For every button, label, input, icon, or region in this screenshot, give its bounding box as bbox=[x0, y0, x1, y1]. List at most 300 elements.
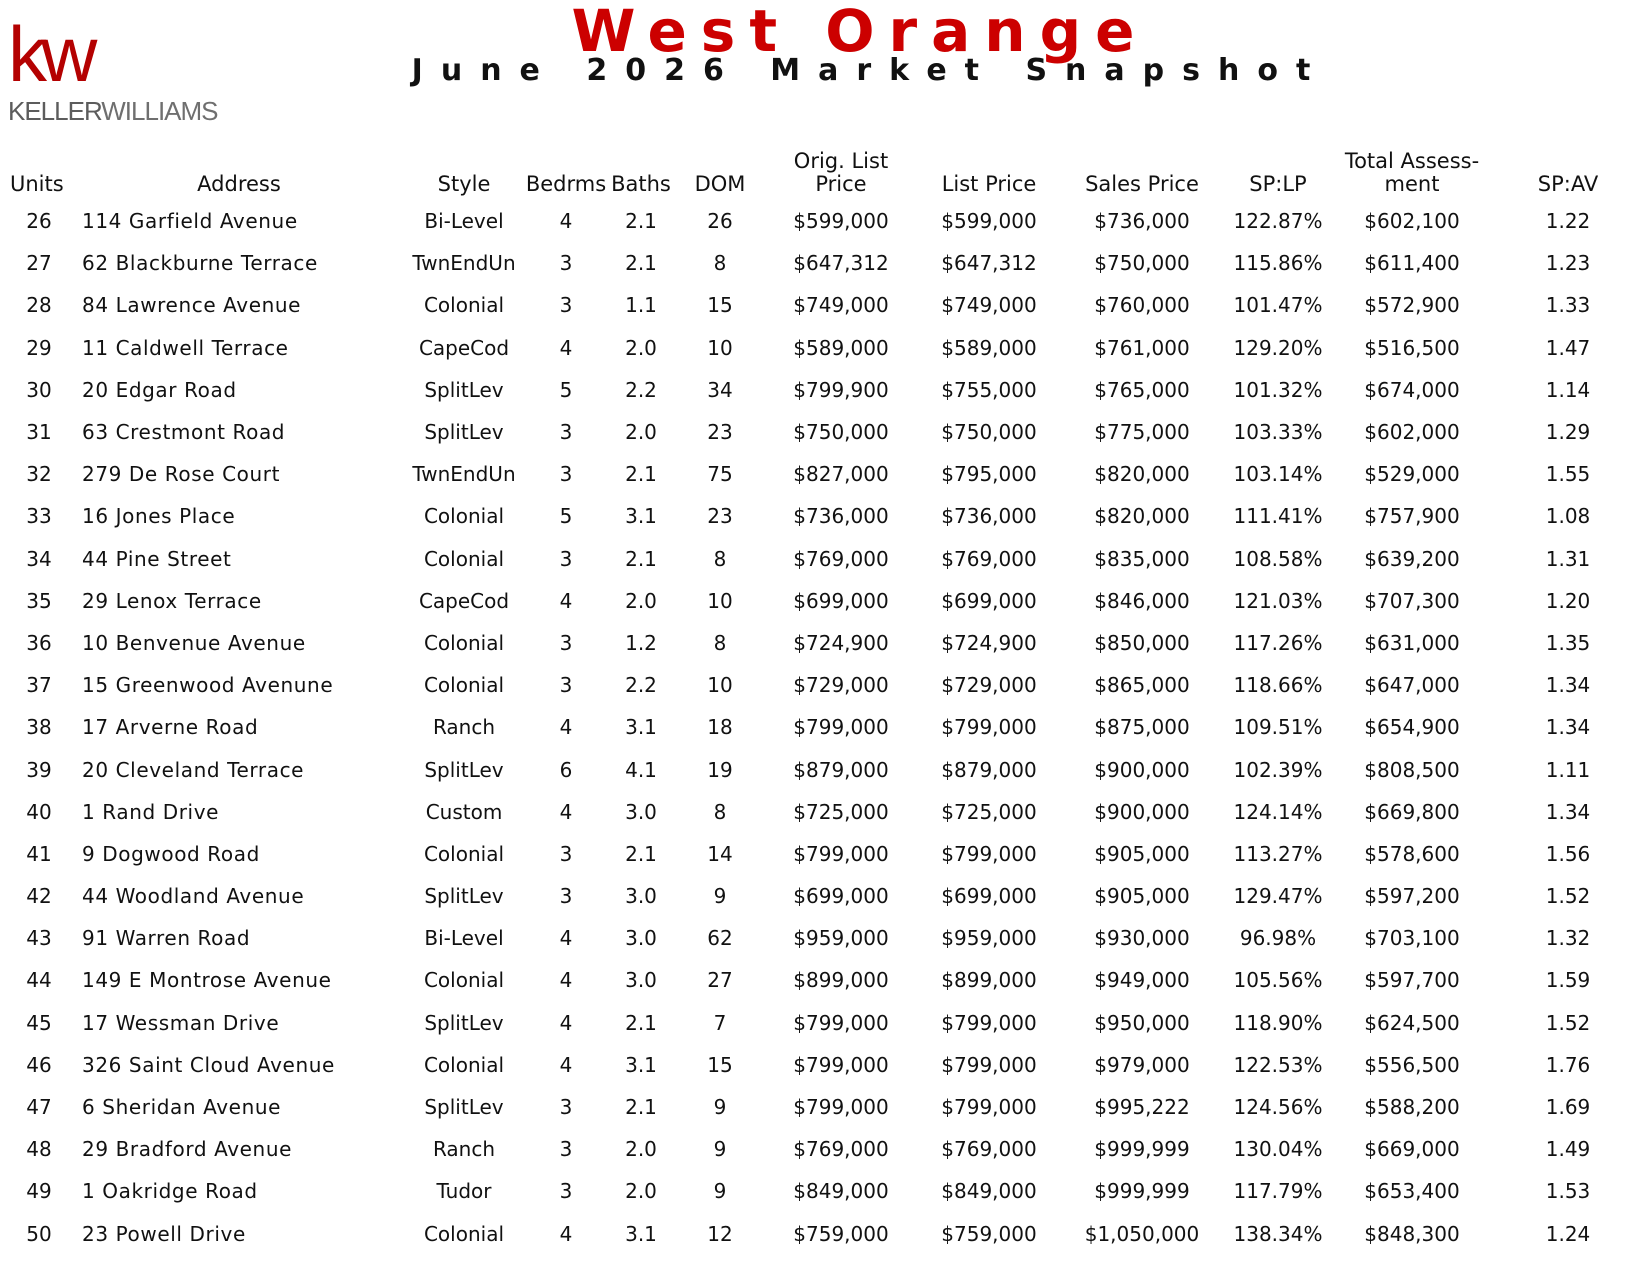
cell-list-price: $769,000 bbox=[941, 1137, 1037, 1162]
orig-list-line-1: Orig. List bbox=[793, 149, 889, 173]
cell-address: 10 Benvenue Avenue bbox=[82, 630, 306, 655]
col-header-orig-list-price bbox=[766, 136, 916, 200]
cell-baths: 2.1 bbox=[625, 1095, 657, 1120]
cell-orig-list-price: $699,000 bbox=[793, 884, 889, 909]
cell-sales-price: $761,000 bbox=[1094, 335, 1190, 360]
col-header-baths: Baths bbox=[611, 172, 671, 196]
table-header-row bbox=[4, 136, 1646, 200]
page-title: West Orange bbox=[571, 0, 1149, 65]
cell-unit: 42 bbox=[26, 884, 52, 909]
cell-sp-lp: 109.51% bbox=[1233, 715, 1323, 740]
cell-address: 20 Cleveland Terrace bbox=[82, 757, 305, 782]
table-row bbox=[4, 1170, 1646, 1212]
cell-dom: 18 bbox=[707, 715, 733, 740]
cell-address: 17 Wessman Drive bbox=[82, 1010, 280, 1035]
cell-sp-lp: 111.41% bbox=[1233, 504, 1323, 529]
cell-unit: 41 bbox=[26, 841, 52, 866]
cell-sp-av: 1.56 bbox=[1545, 841, 1591, 866]
cell-bedrooms: 5 bbox=[559, 504, 573, 529]
cell-list-price: $725,000 bbox=[941, 799, 1037, 824]
cell-dom: 34 bbox=[707, 377, 733, 402]
cell-orig-list-price: $750,000 bbox=[793, 420, 889, 445]
cell-sp-av: 1.52 bbox=[1545, 1010, 1591, 1035]
cell-style: TwnEndUn bbox=[412, 462, 516, 487]
cell-unit: 40 bbox=[26, 799, 52, 824]
col-header-style: Style bbox=[437, 172, 491, 196]
orig-list-line-2: Price bbox=[815, 172, 867, 196]
cell-baths: 2.1 bbox=[625, 841, 657, 866]
cell-orig-list-price: $849,000 bbox=[793, 1179, 889, 1204]
cell-dom: 10 bbox=[707, 673, 733, 698]
cell-orig-list-price: $725,000 bbox=[793, 799, 889, 824]
cell-list-price: $899,000 bbox=[941, 968, 1037, 993]
cell-unit: 39 bbox=[26, 757, 52, 782]
cell-style: Colonial bbox=[423, 504, 505, 529]
table-row bbox=[4, 959, 1646, 1001]
cell-sales-price: $765,000 bbox=[1094, 377, 1190, 402]
cell-dom: 8 bbox=[713, 799, 727, 824]
cell-orig-list-price: $959,000 bbox=[793, 926, 889, 951]
table-row bbox=[4, 748, 1646, 790]
cell-orig-list-price: $799,000 bbox=[793, 1052, 889, 1077]
cell-unit: 36 bbox=[26, 630, 52, 655]
table-row bbox=[4, 622, 1646, 664]
cell-baths: 2.2 bbox=[625, 673, 657, 698]
assess-line-1: Total Assess- bbox=[1344, 149, 1480, 173]
cell-unit: 26 bbox=[26, 209, 52, 234]
cell-baths: 2.1 bbox=[625, 209, 657, 234]
cell-total-assessment: $611,400 bbox=[1364, 251, 1460, 276]
cell-style: Colonial bbox=[423, 293, 505, 318]
table-row bbox=[4, 1128, 1646, 1170]
col-header-units: Units bbox=[10, 172, 64, 196]
cell-unit: 44 bbox=[26, 968, 52, 993]
cell-orig-list-price: $799,000 bbox=[793, 1010, 889, 1035]
cell-style: Colonial bbox=[423, 546, 505, 571]
cell-total-assessment: $597,700 bbox=[1364, 968, 1460, 993]
cell-sales-price: $750,000 bbox=[1094, 251, 1190, 276]
cell-baths: 2.1 bbox=[625, 251, 657, 276]
cell-sp-lp: 103.14% bbox=[1233, 462, 1323, 487]
cell-address: 63 Crestmont Road bbox=[82, 420, 286, 445]
cell-total-assessment: $516,500 bbox=[1364, 335, 1460, 360]
cell-total-assessment: $588,200 bbox=[1364, 1095, 1460, 1120]
cell-bedrooms: 5 bbox=[559, 377, 573, 402]
cell-list-price: $769,000 bbox=[941, 546, 1037, 571]
cell-sp-lp: 130.04% bbox=[1233, 1137, 1323, 1162]
cell-sales-price: $979,000 bbox=[1094, 1052, 1190, 1077]
cell-address: 1 Oakridge Road bbox=[82, 1179, 258, 1204]
cell-unit: 29 bbox=[26, 335, 52, 360]
cell-sales-price: $930,000 bbox=[1094, 926, 1190, 951]
col-header-total-assessment bbox=[1334, 136, 1490, 200]
cell-dom: 10 bbox=[707, 335, 733, 360]
cell-address: 17 Arverne Road bbox=[82, 715, 259, 740]
cell-bedrooms: 3 bbox=[559, 420, 573, 445]
table-row bbox=[4, 917, 1646, 959]
cell-sp-lp: 117.26% bbox=[1233, 630, 1323, 655]
cell-sp-lp: 118.90% bbox=[1233, 1010, 1323, 1035]
cell-baths: 3.1 bbox=[625, 715, 657, 740]
col-header-sp-av: SP:AV bbox=[1537, 172, 1599, 196]
cell-style: SplitLev bbox=[424, 1095, 504, 1120]
cell-total-assessment: $703,100 bbox=[1364, 926, 1460, 951]
cell-style: Colonial bbox=[423, 673, 505, 698]
cell-total-assessment: $572,900 bbox=[1364, 293, 1460, 318]
cell-sp-lp: 101.47% bbox=[1233, 293, 1323, 318]
cell-address: 20 Edgar Road bbox=[82, 377, 237, 402]
cell-orig-list-price: $736,000 bbox=[793, 504, 889, 529]
cell-address: 84 Lawrence Avenue bbox=[82, 293, 302, 318]
table-row bbox=[4, 453, 1646, 495]
table-row bbox=[4, 495, 1646, 537]
cell-style: Colonial bbox=[423, 1052, 505, 1077]
col-header-sales-price: Sales Price bbox=[1085, 172, 1199, 196]
table-row bbox=[4, 200, 1646, 242]
cell-sp-lp: 117.79% bbox=[1233, 1179, 1323, 1204]
cell-sp-lp: 118.66% bbox=[1233, 673, 1323, 698]
table-row bbox=[4, 538, 1646, 580]
cell-sales-price: $949,000 bbox=[1094, 968, 1190, 993]
cell-list-price: $799,000 bbox=[941, 1095, 1037, 1120]
cell-sp-lp: 121.03% bbox=[1233, 588, 1323, 613]
cell-dom: 23 bbox=[707, 504, 733, 529]
cell-baths: 2.1 bbox=[625, 546, 657, 571]
cell-bedrooms: 4 bbox=[559, 715, 573, 740]
cell-baths: 3.0 bbox=[625, 926, 657, 951]
cell-unit: 48 bbox=[26, 1137, 52, 1162]
cell-dom: 8 bbox=[713, 251, 727, 276]
cell-bedrooms: 4 bbox=[559, 1010, 573, 1035]
cell-sp-av: 1.34 bbox=[1545, 799, 1591, 824]
cell-sp-lp: 124.14% bbox=[1233, 799, 1323, 824]
cell-bedrooms: 3 bbox=[559, 630, 573, 655]
cell-sp-av: 1.55 bbox=[1545, 462, 1591, 487]
cell-sp-av: 1.53 bbox=[1545, 1179, 1591, 1204]
cell-orig-list-price: $589,000 bbox=[793, 335, 889, 360]
col-header-dom: DOM bbox=[694, 172, 746, 196]
cell-style: TwnEndUn bbox=[412, 251, 516, 276]
cell-style: Tudor bbox=[436, 1179, 492, 1204]
kw-logo-mark: kw bbox=[8, 10, 92, 98]
cell-sp-av: 1.14 bbox=[1545, 377, 1591, 402]
cell-bedrooms: 4 bbox=[559, 799, 573, 824]
cell-list-price: $795,000 bbox=[941, 462, 1037, 487]
cell-sp-lp: 138.34% bbox=[1233, 1221, 1323, 1246]
cell-baths: 2.1 bbox=[625, 462, 657, 487]
cell-dom: 9 bbox=[713, 1179, 727, 1204]
cell-style: SplitLev bbox=[424, 757, 504, 782]
cell-sp-av: 1.08 bbox=[1545, 504, 1591, 529]
cell-dom: 14 bbox=[707, 841, 733, 866]
cell-sales-price: $736,000 bbox=[1094, 209, 1190, 234]
cell-bedrooms: 3 bbox=[559, 1137, 573, 1162]
cell-total-assessment: $624,500 bbox=[1364, 1010, 1460, 1035]
cell-list-price: $647,312 bbox=[941, 251, 1037, 276]
cell-list-price: $724,900 bbox=[941, 630, 1037, 655]
cell-unit: 34 bbox=[26, 546, 52, 571]
cell-sp-av: 1.31 bbox=[1545, 546, 1591, 571]
cell-orig-list-price: $599,000 bbox=[793, 209, 889, 234]
cell-list-price: $699,000 bbox=[941, 884, 1037, 909]
cell-total-assessment: $654,900 bbox=[1364, 715, 1460, 740]
cell-sales-price: $850,000 bbox=[1094, 630, 1190, 655]
table-row bbox=[4, 833, 1646, 875]
cell-orig-list-price: $759,000 bbox=[793, 1221, 889, 1246]
cell-list-price: $755,000 bbox=[941, 377, 1037, 402]
table-row bbox=[4, 580, 1646, 622]
cell-total-assessment: $669,800 bbox=[1364, 799, 1460, 824]
cell-unit: 45 bbox=[26, 1010, 52, 1035]
cell-sp-lp: 102.39% bbox=[1233, 757, 1323, 782]
cell-total-assessment: $602,000 bbox=[1364, 420, 1460, 445]
cell-total-assessment: $639,200 bbox=[1364, 546, 1460, 571]
cell-sp-lp: 115.86% bbox=[1233, 251, 1323, 276]
cell-baths: 2.2 bbox=[625, 377, 657, 402]
cell-bedrooms: 6 bbox=[559, 757, 573, 782]
cell-orig-list-price: $799,000 bbox=[793, 715, 889, 740]
cell-style: SplitLev bbox=[424, 884, 504, 909]
cell-list-price: $959,000 bbox=[941, 926, 1037, 951]
cell-sp-lp: 129.20% bbox=[1233, 335, 1323, 360]
cell-total-assessment: $653,400 bbox=[1364, 1179, 1460, 1204]
cell-unit: 50 bbox=[26, 1221, 52, 1246]
cell-sp-av: 1.59 bbox=[1545, 968, 1591, 993]
table-row bbox=[4, 369, 1646, 411]
cell-bedrooms: 4 bbox=[559, 588, 573, 613]
logo-name-rest: WILLIAMS bbox=[101, 96, 218, 126]
cell-unit: 30 bbox=[26, 377, 52, 402]
cell-baths: 2.0 bbox=[625, 1179, 657, 1204]
cell-total-assessment: $669,000 bbox=[1364, 1137, 1460, 1162]
cell-dom: 19 bbox=[707, 757, 733, 782]
cell-list-price: $699,000 bbox=[941, 588, 1037, 613]
cell-sp-lp: 108.58% bbox=[1233, 546, 1323, 571]
table-row bbox=[4, 875, 1646, 917]
cell-bedrooms: 4 bbox=[559, 968, 573, 993]
cell-list-price: $799,000 bbox=[941, 1010, 1037, 1035]
cell-address: 279 De Rose Court bbox=[82, 462, 281, 487]
cell-baths: 2.0 bbox=[625, 1137, 657, 1162]
market-snapshot-table bbox=[4, 136, 1646, 1255]
cell-orig-list-price: $899,000 bbox=[793, 968, 889, 993]
keller-williams-wordmark bbox=[8, 96, 218, 127]
cell-sales-price: $775,000 bbox=[1094, 420, 1190, 445]
cell-address: 29 Bradford Avenue bbox=[82, 1137, 293, 1162]
cell-list-price: $729,000 bbox=[941, 673, 1037, 698]
cell-sales-price: $820,000 bbox=[1094, 504, 1190, 529]
cell-bedrooms: 3 bbox=[559, 673, 573, 698]
cell-baths: 2.0 bbox=[625, 420, 657, 445]
cell-baths: 2.0 bbox=[625, 335, 657, 360]
cell-unit: 49 bbox=[26, 1179, 52, 1204]
cell-sales-price: $900,000 bbox=[1094, 757, 1190, 782]
cell-total-assessment: $631,000 bbox=[1364, 630, 1460, 655]
col-header-list-price: List Price bbox=[941, 172, 1037, 196]
cell-orig-list-price: $799,000 bbox=[793, 841, 889, 866]
cell-baths: 3.1 bbox=[625, 1052, 657, 1077]
cell-address: 16 Jones Place bbox=[82, 504, 236, 529]
cell-address: 29 Lenox Terrace bbox=[82, 588, 262, 613]
col-header-address: Address bbox=[197, 172, 281, 196]
cell-bedrooms: 3 bbox=[559, 251, 573, 276]
cell-dom: 27 bbox=[707, 968, 733, 993]
cell-list-price: $879,000 bbox=[941, 757, 1037, 782]
cell-baths: 3.0 bbox=[625, 884, 657, 909]
cell-dom: 15 bbox=[707, 1052, 733, 1077]
cell-sp-av: 1.34 bbox=[1545, 715, 1591, 740]
cell-sp-av: 1.34 bbox=[1545, 673, 1591, 698]
cell-dom: 12 bbox=[707, 1221, 733, 1246]
cell-sp-lp: 122.53% bbox=[1233, 1052, 1323, 1077]
cell-bedrooms: 3 bbox=[559, 1179, 573, 1204]
cell-dom: 9 bbox=[713, 884, 727, 909]
cell-sp-av: 1.33 bbox=[1545, 293, 1591, 318]
cell-baths: 3.1 bbox=[625, 504, 657, 529]
cell-sp-av: 1.20 bbox=[1545, 588, 1591, 613]
cell-sp-lp: 105.56% bbox=[1233, 968, 1323, 993]
col-header-bedrooms: Bedrms bbox=[525, 172, 607, 196]
cell-orig-list-price: $724,900 bbox=[793, 630, 889, 655]
cell-style: Custom bbox=[425, 799, 503, 824]
cell-style: Colonial bbox=[423, 630, 505, 655]
cell-sales-price: $846,000 bbox=[1094, 588, 1190, 613]
cell-baths: 3.0 bbox=[625, 799, 657, 824]
cell-orig-list-price: $827,000 bbox=[793, 462, 889, 487]
logo-name-bold: KELLER bbox=[8, 96, 102, 126]
cell-orig-list-price: $647,312 bbox=[793, 251, 889, 276]
cell-address: 1 Rand Drive bbox=[82, 799, 220, 824]
cell-address: 149 E Montrose Avenue bbox=[82, 968, 332, 993]
cell-sp-lp: 113.27% bbox=[1233, 841, 1323, 866]
cell-unit: 27 bbox=[26, 251, 52, 276]
cell-unit: 37 bbox=[26, 673, 52, 698]
cell-sales-price: $999,999 bbox=[1094, 1179, 1190, 1204]
cell-address: 15 Greenwood Avenune bbox=[82, 673, 334, 698]
cell-sales-price: $1,050,000 bbox=[1084, 1221, 1200, 1246]
table-row bbox=[4, 411, 1646, 453]
cell-total-assessment: $757,900 bbox=[1364, 504, 1460, 529]
cell-sales-price: $760,000 bbox=[1094, 293, 1190, 318]
cell-sp-lp: 96.98% bbox=[1239, 926, 1317, 951]
cell-bedrooms: 3 bbox=[559, 884, 573, 909]
cell-bedrooms: 3 bbox=[559, 462, 573, 487]
cell-list-price: $799,000 bbox=[941, 1052, 1037, 1077]
cell-total-assessment: $808,500 bbox=[1364, 757, 1460, 782]
cell-address: 9 Dogwood Road bbox=[82, 841, 260, 866]
cell-address: 23 Powell Drive bbox=[82, 1221, 246, 1246]
cell-bedrooms: 4 bbox=[559, 926, 573, 951]
cell-dom: 15 bbox=[707, 293, 733, 318]
cell-sales-price: $865,000 bbox=[1094, 673, 1190, 698]
cell-orig-list-price: $799,000 bbox=[793, 1095, 889, 1120]
table-row bbox=[4, 242, 1646, 284]
cell-unit: 28 bbox=[26, 293, 52, 318]
cell-style: CapeCod bbox=[418, 335, 510, 360]
cell-baths: 2.0 bbox=[625, 588, 657, 613]
cell-sales-price: $835,000 bbox=[1094, 546, 1190, 571]
cell-total-assessment: $529,000 bbox=[1364, 462, 1460, 487]
table-row bbox=[4, 327, 1646, 369]
cell-orig-list-price: $799,900 bbox=[793, 377, 889, 402]
cell-bedrooms: 3 bbox=[559, 293, 573, 318]
table-row bbox=[4, 706, 1646, 748]
cell-orig-list-price: $749,000 bbox=[793, 293, 889, 318]
cell-unit: 32 bbox=[26, 462, 52, 487]
cell-sp-av: 1.32 bbox=[1545, 926, 1591, 951]
cell-style: Bi-Level bbox=[424, 209, 504, 234]
cell-bedrooms: 3 bbox=[559, 546, 573, 571]
cell-bedrooms: 4 bbox=[559, 209, 573, 234]
cell-sp-av: 1.52 bbox=[1545, 884, 1591, 909]
table-row bbox=[4, 1044, 1646, 1086]
cell-sp-lp: 122.87% bbox=[1233, 209, 1323, 234]
cell-sp-av: 1.29 bbox=[1545, 420, 1591, 445]
cell-sp-lp: 103.33% bbox=[1233, 420, 1323, 445]
cell-total-assessment: $556,500 bbox=[1364, 1052, 1460, 1077]
cell-style: Ranch bbox=[432, 715, 496, 740]
cell-unit: 43 bbox=[26, 926, 52, 951]
keller-williams-logo bbox=[8, 10, 248, 126]
cell-list-price: $849,000 bbox=[941, 1179, 1037, 1204]
cell-style: SplitLev bbox=[424, 377, 504, 402]
cell-list-price: $749,000 bbox=[941, 293, 1037, 318]
cell-bedrooms: 4 bbox=[559, 1052, 573, 1077]
cell-orig-list-price: $879,000 bbox=[793, 757, 889, 782]
cell-unit: 35 bbox=[26, 588, 52, 613]
cell-style: Colonial bbox=[423, 841, 505, 866]
cell-address: 114 Garfield Avenue bbox=[82, 209, 298, 234]
cell-baths: 1.1 bbox=[625, 293, 657, 318]
cell-sp-lp: 124.56% bbox=[1233, 1095, 1323, 1120]
table-row bbox=[4, 791, 1646, 833]
cell-address: 91 Warren Road bbox=[82, 926, 251, 951]
cell-sp-av: 1.22 bbox=[1545, 209, 1591, 234]
table-row bbox=[4, 664, 1646, 706]
cell-sp-av: 1.24 bbox=[1545, 1221, 1591, 1246]
cell-total-assessment: $848,300 bbox=[1364, 1221, 1460, 1246]
cell-style: Colonial bbox=[423, 1221, 505, 1246]
cell-dom: 9 bbox=[713, 1137, 727, 1162]
cell-dom: 75 bbox=[707, 462, 733, 487]
cell-unit: 47 bbox=[26, 1095, 52, 1120]
cell-sales-price: $905,000 bbox=[1094, 884, 1190, 909]
cell-bedrooms: 4 bbox=[559, 335, 573, 360]
assess-line-2: ment bbox=[1384, 172, 1440, 196]
col-header-sp-lp: SP:LP bbox=[1249, 172, 1307, 196]
cell-dom: 8 bbox=[713, 630, 727, 655]
cell-unit: 46 bbox=[26, 1052, 52, 1077]
cell-dom: 8 bbox=[713, 546, 727, 571]
cell-address: 6 Sheridan Avenue bbox=[82, 1095, 282, 1120]
cell-unit: 33 bbox=[26, 504, 52, 529]
cell-baths: 3.1 bbox=[625, 1221, 657, 1246]
cell-bedrooms: 3 bbox=[559, 841, 573, 866]
cell-dom: 26 bbox=[707, 209, 733, 234]
cell-orig-list-price: $769,000 bbox=[793, 546, 889, 571]
cell-list-price: $759,000 bbox=[941, 1221, 1037, 1246]
cell-bedrooms: 4 bbox=[559, 1221, 573, 1246]
cell-style: Bi-Level bbox=[424, 926, 504, 951]
cell-list-price: $799,000 bbox=[941, 841, 1037, 866]
cell-sp-lp: 101.32% bbox=[1233, 377, 1323, 402]
cell-list-price: $589,000 bbox=[941, 335, 1037, 360]
cell-list-price: $799,000 bbox=[941, 715, 1037, 740]
cell-sales-price: $950,000 bbox=[1094, 1010, 1190, 1035]
cell-sp-av: 1.69 bbox=[1545, 1095, 1591, 1120]
cell-bedrooms: 3 bbox=[559, 1095, 573, 1120]
page-subtitle: June 2026 Market Snapshot bbox=[411, 53, 1329, 88]
